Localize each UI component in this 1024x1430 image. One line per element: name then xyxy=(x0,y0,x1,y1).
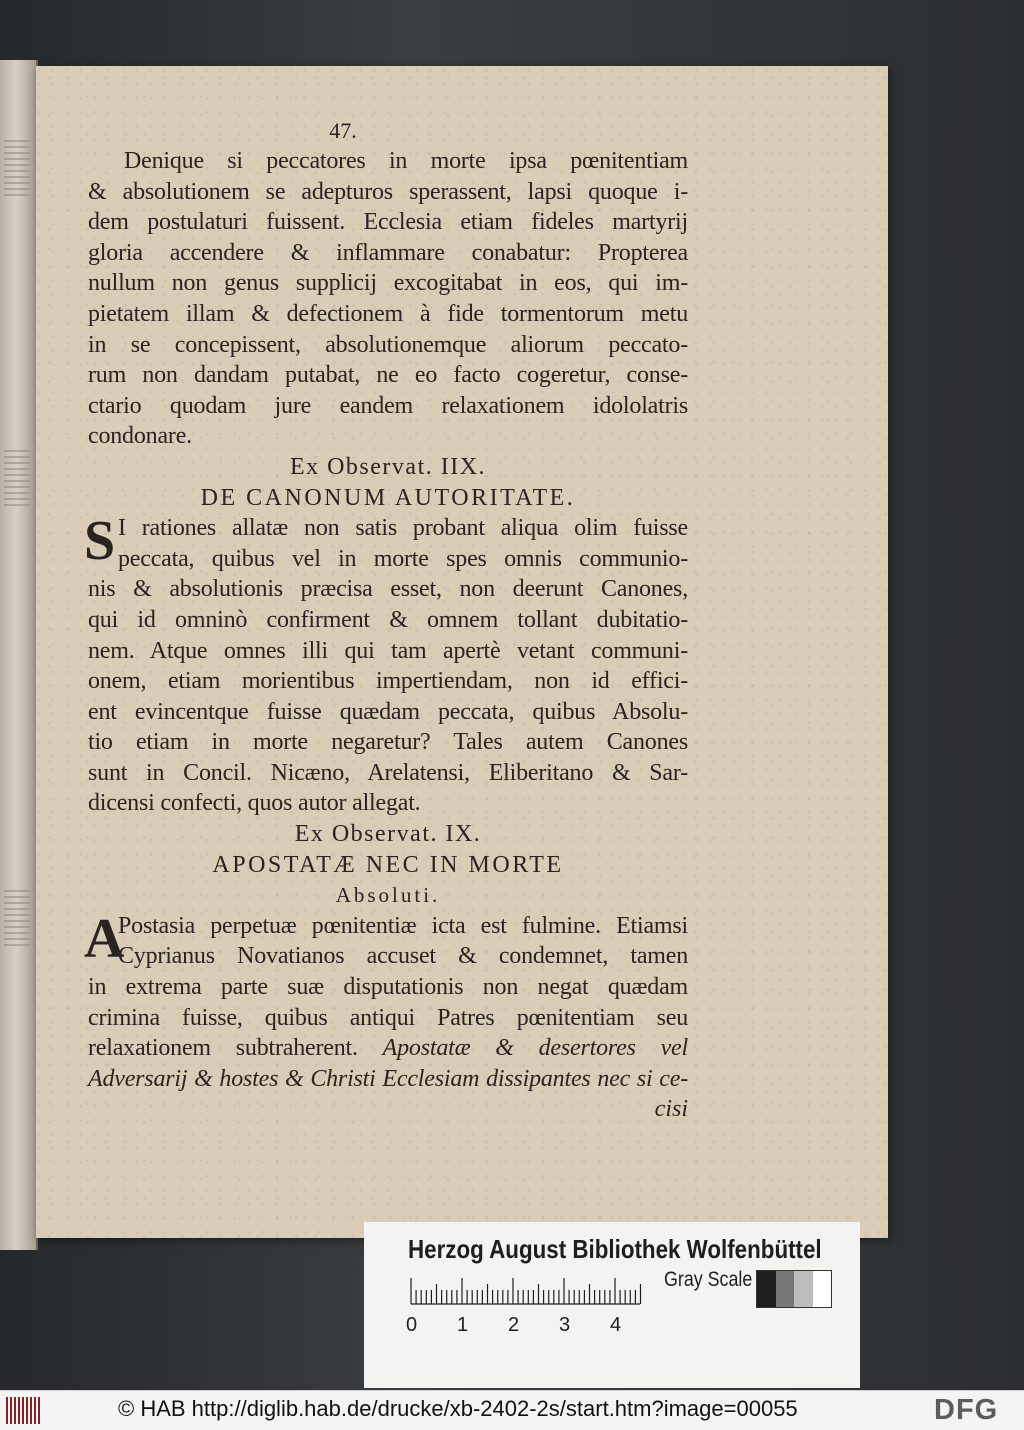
section-subtitle-absoluti: Absoluti. xyxy=(335,883,441,908)
gray-scale-label: Gray Scale xyxy=(664,1268,753,1291)
ruler-number: 3 xyxy=(559,1314,571,1336)
gray-swatch xyxy=(794,1271,813,1307)
text-line: in extrema parte suæ disputationis non negat quædam xyxy=(88,974,688,1001)
book-spine xyxy=(0,60,38,1250)
text-line-content: relaxationem subtraherent. xyxy=(88,1035,383,1062)
text-line: sunt in Concil. Nicæno, Arelatensi, Eliberitano & Sar- xyxy=(88,759,688,786)
spine-marks xyxy=(4,890,30,950)
ruler-number: 4 xyxy=(610,1314,622,1336)
text-line xyxy=(88,1033,688,1064)
section-title-canonum: DE CANONUM AUTORITATE. xyxy=(200,484,576,511)
spine-marks xyxy=(4,450,30,510)
library-name: Herzog August Bibliothek Wolfenbüttel xyxy=(408,1234,822,1264)
gray-swatch xyxy=(757,1271,776,1307)
paragraph-3-italic-line: Adversarij & hostes & Christi Ecclesiam dissipantes nec si ce- xyxy=(88,1065,688,1092)
text-line: gloria accendere & inflammare conabatur: Propterea xyxy=(88,239,688,266)
page-number: 47. xyxy=(329,118,357,143)
book-page xyxy=(36,66,888,1238)
text-line: condonare. xyxy=(88,423,192,450)
section-heading-observat-iix: Ex Observat. IIX. xyxy=(289,453,487,480)
text-line: nem. Atque omnes illi qui tam apertè vetant communi- xyxy=(88,637,688,664)
text-line: ctario quodam jure eandem relaxationem idololatris xyxy=(88,392,688,419)
ruler-number: 1 xyxy=(457,1314,469,1336)
text-line: crimina fuisse, quibus antiqui Patres pœnitentiam seu xyxy=(88,1004,688,1031)
page-text xyxy=(84,118,688,1125)
text-line: nis & absolutionis præcisa esset, non deerunt Canones, xyxy=(88,576,688,603)
text-line-content: Postasia perpetuæ pœnitentiæ icta est fulmine. Etiamsi xyxy=(118,912,688,939)
paragraph-2 xyxy=(84,510,688,819)
text-line: dem postulaturi fuissent. Ecclesia etiam fideles martyrij xyxy=(88,209,688,236)
text-line: dicensi confecti, quos autor allegat. xyxy=(88,790,421,817)
text-line: nullum non genus supplicij excogitabat in eos, qui im- xyxy=(88,270,688,297)
ruler-number: 0 xyxy=(406,1314,418,1336)
text-line: & absolutionem se adepturos sperassent, lapsi quoque i- xyxy=(88,178,688,205)
ruler-numbers xyxy=(406,1314,666,1338)
viewer-footer xyxy=(0,1390,1024,1430)
text-line: tio etiam in morte negaretur? Tales autem Canones xyxy=(88,729,688,756)
text-line: in se concepissent, absolutionemque aliorum peccato- xyxy=(88,331,688,358)
gray-scale-swatches xyxy=(756,1270,832,1308)
gray-swatch xyxy=(776,1271,795,1307)
drop-cap: S xyxy=(84,510,115,573)
text-line: pietatem illam & defectionem à fide tormentorum metu xyxy=(88,300,688,327)
section-title-apostatae: APOSTATÆ NEC IN MORTE xyxy=(212,851,564,878)
text-line: Cyprianus Novatianos accuset & condemnet, tamen xyxy=(118,943,688,970)
spine-marks xyxy=(4,140,30,200)
text-line: ent evincentque fuisse quædam peccata, quibus Absolu- xyxy=(88,698,688,725)
hab-logo-icon xyxy=(6,1397,40,1424)
copyright-url[interactable]: © HAB http://diglib.hab.de/drucke/xb-2402-2s/start.htm?image=00055 xyxy=(118,1396,798,1421)
section-heading-observat-ix: Ex Observat. IX. xyxy=(294,821,482,848)
cm-ruler xyxy=(410,1278,642,1312)
text-line: rum non dandam putabat, ne eo facto cogeretur, conse- xyxy=(88,362,688,389)
italic-quote: Apostatæ & desertores vel xyxy=(382,1035,688,1062)
gray-swatch xyxy=(813,1271,832,1307)
library-label xyxy=(364,1222,860,1388)
text-line: Denique si peccatores in morte ipsa pœnitentiam xyxy=(124,148,688,174)
paragraph-3 xyxy=(84,907,688,1064)
dfg-logo: DFG xyxy=(934,1394,999,1426)
drop-cap: A xyxy=(84,907,125,970)
paragraph-1 xyxy=(88,146,688,452)
ruler-number: 2 xyxy=(508,1314,520,1336)
text-line: onem, etiam morientibus impertiendam, non id effici- xyxy=(88,668,688,695)
text-line-content: I rationes allatæ non satis probant aliqua olim fuisse xyxy=(118,515,688,542)
catchword: cisi xyxy=(654,1096,688,1123)
text-line: peccata, quibus vel in morte spes omnis communio- xyxy=(118,545,688,572)
text-line: qui id omninò confirment & omnem tollant dubitatio- xyxy=(88,606,688,633)
